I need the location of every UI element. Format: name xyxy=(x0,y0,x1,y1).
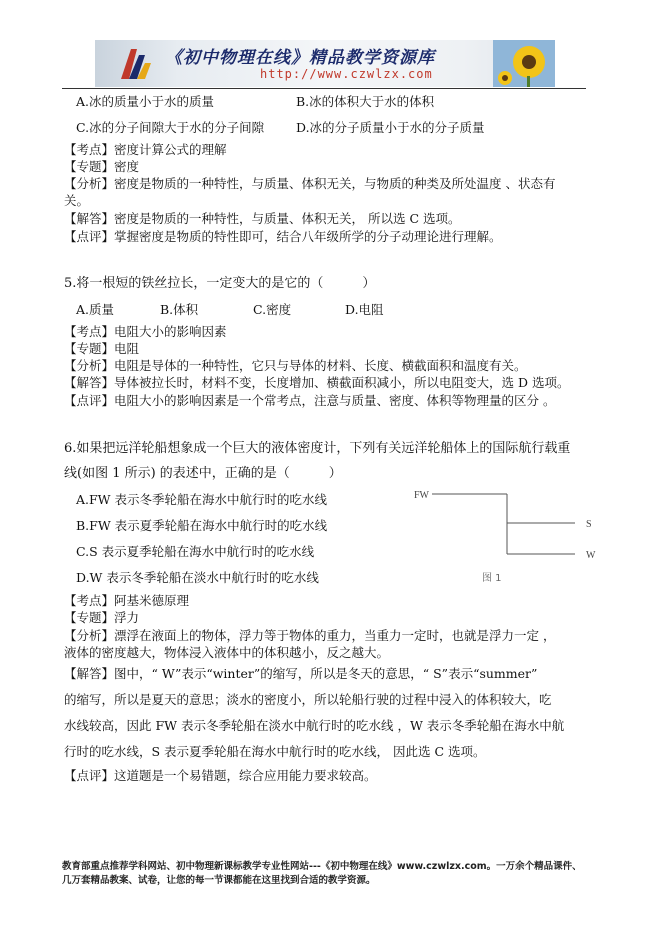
q5-dianping: 【点评】电阻大小的影响因素是一个常考点，注意与质量、密度、体积等物理量的区分 。 xyxy=(64,393,556,408)
header-divider xyxy=(62,88,586,89)
q6-jieda-line2: 的缩写，所以是夏天的意思；淡水的密度小，所以轮船行驶的过程中浸入的体积较大，吃 xyxy=(64,692,552,707)
banner-title: 《初中物理在线》精品教学资源库 xyxy=(165,48,435,68)
q6-dianping: 【点评】这道题是一个易错题，综合应用能力要求较高。 xyxy=(64,768,377,783)
q4-fenxi-line1: 【分析】密度是物质的一种特性，与质量、体积无关，与物质的种类及所处温度 、状态有 xyxy=(64,176,556,191)
q4-option-a: A.冰的质量小于水的质量 xyxy=(76,94,215,109)
q4-option-b: B.冰的体积大于水的体积 xyxy=(296,94,435,109)
q5-zhuanti: 【专题】电阻 xyxy=(64,341,140,356)
q5-jieda: 【解答】导体被拉长时，材料不变，长度增加、横截面积减小，所以电阻变大，选 D 选项。 xyxy=(64,375,570,390)
fw-label: FW xyxy=(414,490,429,501)
q5-fenxi: 【分析】电阻是导体的一种特性，它只与导体的材料、长度、横截面积和温度有关。 xyxy=(64,358,527,373)
q4-option-d: D.冰的分子质量小于水的分子质量 xyxy=(296,120,485,135)
figure-caption: 图 1 xyxy=(482,573,502,584)
q5-option-a: A.质量 xyxy=(76,302,115,317)
q5-kaodian: 【考点】电阻大小的影响因素 xyxy=(64,324,227,339)
page-footer xyxy=(62,860,602,888)
q6-fenxi-line1: 【分析】漂浮在液面上的物体，浮力等于物体的重力，当重力一定时，也就是浮力一定 ， xyxy=(64,628,556,643)
q6-option-a: A.FW 表示冬季轮船在海水中航行时的吃水线 xyxy=(76,492,327,507)
q4-fenxi-line2: 关。 xyxy=(64,193,90,208)
q4-option-c: C.冰的分子间隙大于水的分子间隙 xyxy=(76,120,265,135)
footer-line2: 几万套精品教案、试卷，让您的每一节课都能在这里找到合适的教学资源。 xyxy=(62,875,376,886)
q5-option-d: D.电阻 xyxy=(345,302,384,317)
s-label: S xyxy=(586,519,592,530)
q5-option-b: B.体积 xyxy=(160,302,199,317)
q6-option-d: D.W 表示冬季轮船在淡水中航行时的吃水线 xyxy=(76,570,319,585)
load-line-figure xyxy=(410,482,600,587)
q4-jieda: 【解答】密度是物质的一种特性，与质量、体积无关， 所以选 C 选项。 xyxy=(64,211,461,226)
q4-dianping: 【点评】掌握密度是物质的特性即可，结合八年级所学的分子动理论进行理解。 xyxy=(64,229,502,244)
footer-line1: 教育部重点推荐学科网站、初中物理新课标教学专业性网站---《初中物理在线》www.czwlzx.com。一万余个精品课件、 xyxy=(62,861,582,872)
sunflower-image xyxy=(493,40,555,87)
banner-url[interactable]: http://www.czwlzx.com xyxy=(260,67,433,81)
q5-option-c: C.密度 xyxy=(253,302,292,317)
q6-option-c: C.S 表示夏季轮船在海水中航行时的吃水线 xyxy=(76,544,315,559)
q6-jieda-line4: 行时的吃水线，S 表示夏季轮船在海水中航行时的吃水线， 因此选 C 选项。 xyxy=(64,744,486,759)
q5-stem: 5.将一根短的铁丝拉长，一定变大的是它的（ ） xyxy=(64,276,376,291)
q4-kaodian: 【考点】密度计算公式的理解 xyxy=(64,142,227,157)
header-banner xyxy=(95,40,555,87)
q6-fenxi-line2: 液体的密度越大，物体浸入液体中的体积越小，反之越大。 xyxy=(64,645,390,660)
q6-stem-line2: 线(如图 1 所示) 的表述中，正确的是（ ） xyxy=(64,466,342,481)
q6-kaodian: 【考点】阿基米德原理 xyxy=(64,593,190,608)
q6-jieda-line3: 水线较高，因此 FW 表示冬季轮船在淡水中航行时的吃水线 ，W 表示冬季轮船在海水中航 xyxy=(64,718,565,733)
w-label: W xyxy=(586,550,596,561)
q6-option-b: B.FW 表示夏季轮船在海水中航行时的吃水线 xyxy=(76,518,328,533)
site-logo xyxy=(115,45,155,83)
q6-stem-line1: 6.如果把远洋轮船想象成一个巨大的液体密度计，下列有关远洋轮船体上的国际航行载重 xyxy=(64,441,571,456)
q4-zhuanti: 【专题】密度 xyxy=(64,159,140,174)
q6-zhuanti: 【专题】浮力 xyxy=(64,610,140,625)
q6-jieda-line1: 【解答】图中，“ W”表示“winter”的缩写，所以是冬天的意思，“ S”表示“summer” xyxy=(64,666,538,681)
